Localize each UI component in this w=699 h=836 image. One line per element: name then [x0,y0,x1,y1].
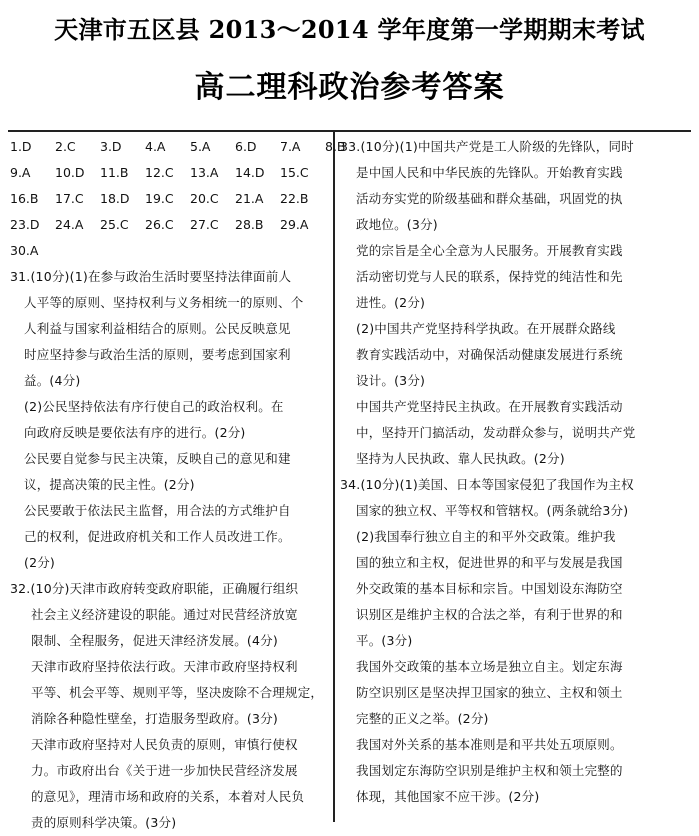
choice-row [10,212,328,238]
answer-31 [10,264,328,576]
answer-line: 时应坚持参与政治生活的原则，要考虑到国家利 [24,347,291,362]
choice-row [10,238,328,264]
answer-line: 设计。(3分) [356,373,426,388]
choice-answer: 22.B [280,191,309,206]
choice-answer: 25.C [100,217,129,232]
answer-line: 的意见》，理清市场和政府的关系，本着对人民负 [31,789,305,804]
answer-line: 党的宗旨是全心全意为人民服务。开展教育实践 [356,243,623,258]
answer-line: 公民要敢于依法民主监督，用合法的方式维护自 [24,503,291,518]
choice-answer: 9.A [10,165,31,180]
answer-line: 识别区是维护主权的合法之举，有利于世界的和 [356,607,623,622]
exam-title: 天津市五区县 2013～2014 学年度第一学期期末考试 [54,15,645,44]
answer-line: 32.(10分)天津市政府转变政府职能，正确履行组织 [10,581,299,596]
choice-answer: 19.C [145,191,174,206]
answer-33 [340,134,692,472]
answer-line: 坚持为人民执政、靠人民执政。(2分) [356,451,565,466]
answer-line: 天津市政府坚持对人民负责的原则，审慎行使权 [31,737,298,752]
answer-line: 33.(10分)(1)中国共产党是工人阶级的先锋队，同时 [340,139,634,154]
answer-line: 完整的正义之举。(2分) [356,711,489,726]
choice-answer: 30.A [10,243,39,258]
choice-answer: 6.D [235,139,257,154]
answer-line: 向政府反映是要依法有序的进行。(2分) [24,425,246,440]
answer-line: 我国外交政策的基本立场是独立自主。划定东海 [356,659,623,674]
answer-line: 外交政策的基本目标和宗旨。中国划设东海防空 [356,581,623,596]
choice-answer: 17.C [55,191,84,206]
choice-row [10,186,328,212]
choice-answer: 5.A [190,139,211,154]
answer-line: 活动夯实党的阶级基础和群众基础，巩固党的执 [356,191,623,206]
answer-line: 教育实践活动中，对确保活动健康发展进行系统 [356,347,623,362]
answer-line: 议，提高决策的民主性。(2分) [24,477,195,492]
choice-answer: 24.A [55,217,84,232]
choice-answer: 23.D [10,217,40,232]
answer-line: 公民要自觉参与民主决策，反映自己的意见和建 [24,451,291,466]
answer-line: 国的独立和主权，促进世界的和平与发展是我国 [356,555,623,570]
choice-answer: 14.D [235,165,265,180]
column-divider [333,130,335,822]
answer-line: (2)公民坚持依法有序行使自己的政治权利。在 [24,399,284,414]
answer-line: 31.(10分)(1)在参与政治生活时要坚持法律面前人 [10,269,292,284]
choice-answer: 8.B [325,139,346,154]
left-column [10,134,346,836]
choice-answer: 10.D [55,165,85,180]
answer-line: 是中国人民和中华民族的先锋队。开始教育实践 [356,165,623,180]
answer-line: 平。(3分) [356,633,413,648]
choice-answer: 15.C [280,165,309,180]
answer-line: 人利益与国家利益相结合的原则。公民反映意见 [24,321,291,336]
answer-line: 政地位。(3分) [356,217,438,232]
header-divider [8,130,691,132]
choice-answer: 16.B [10,191,39,206]
choice-answer: 7.A [280,139,301,154]
answer-line: (2)中国共产党坚持科学执政。在开展群众路线 [356,321,616,336]
answer-32 [10,576,328,836]
answer-line: 国家的独立权、平等权和管辖权。(两条就给3分) [356,503,629,518]
choice-answer: 18.D [100,191,130,206]
answer-line: 天津市政府坚持依法行政。天津市政府坚持权利 [31,659,298,674]
answer-line: 人平等的原则、坚持权利与义务相统一的原则、个 [24,295,304,310]
choice-answer: 29.A [280,217,309,232]
answer-line: 体现，其他国家不应干涉。(2分) [356,789,540,804]
choice-answer: 4.A [145,139,166,154]
choice-row [10,134,346,160]
choice-answer: 11.B [100,165,129,180]
choice-answers [10,134,346,264]
answer-line: 平等、机会平等、规则平等，坚决废除不合理规定， [31,685,324,700]
answer-line: 己的权利，促进政府机关和工作人员改进工作。 [24,529,291,544]
choice-answer: 12.C [145,165,174,180]
answer-title: 高二理科政治参考答案 [194,70,505,105]
answer-line: (2)我国奉行独立自主的和平外交政策。维护我 [356,529,616,544]
choice-answer: 21.A [235,191,264,206]
answer-line: 社会主义经济建设的职能。通过对民营经济放宽 [31,607,298,622]
choice-answer: 27.C [190,217,219,232]
choice-answer: 2.C [55,139,76,154]
choice-answer: 1.D [10,139,32,154]
choice-answer: 26.C [145,217,174,232]
right-column [340,134,692,810]
choice-answer: 20.C [190,191,219,206]
answer-line: 活动密切党与人民的联系，保持党的纯洁性和先 [356,269,623,284]
answer-line: 34.(10分)(1)美国、日本等国家侵犯了我国作为主权 [340,477,634,492]
answer-line: 防空识别区是坚决捍卫国家的独立、主权和领土 [356,685,623,700]
answer-line: 中，坚持开门搞活动，发动群众参与，说明共产党 [356,425,636,440]
choice-answer: 13.A [190,165,219,180]
choice-answer: 28.B [235,217,264,232]
answer-line: 进性。(2分) [356,295,426,310]
answer-line: 责的原则科学决策。(3分) [31,815,177,830]
answer-line: 限制、全程服务，促进天津经济发展。(4分) [31,633,278,648]
answer-line: (2分) [24,555,56,570]
answer-line: 我国划定东海防空识别是维护主权和领土完整的 [356,763,623,778]
answer-34 [340,472,692,810]
answer-line: 中国共产党坚持民主执政。在开展教育实践活动 [356,399,623,414]
choice-row [10,160,328,186]
answer-line: 消除各种隐性壁垒，打造服务型政府。(3分) [31,711,278,726]
answer-line: 益。(4分) [24,373,81,388]
answer-line: 力。市政府出台《关于进一步加快民营经济发展 [31,763,298,778]
answer-line: 我国对外关系的基本准则是和平共处五项原则。 [356,737,623,752]
choice-answer: 3.D [100,139,122,154]
